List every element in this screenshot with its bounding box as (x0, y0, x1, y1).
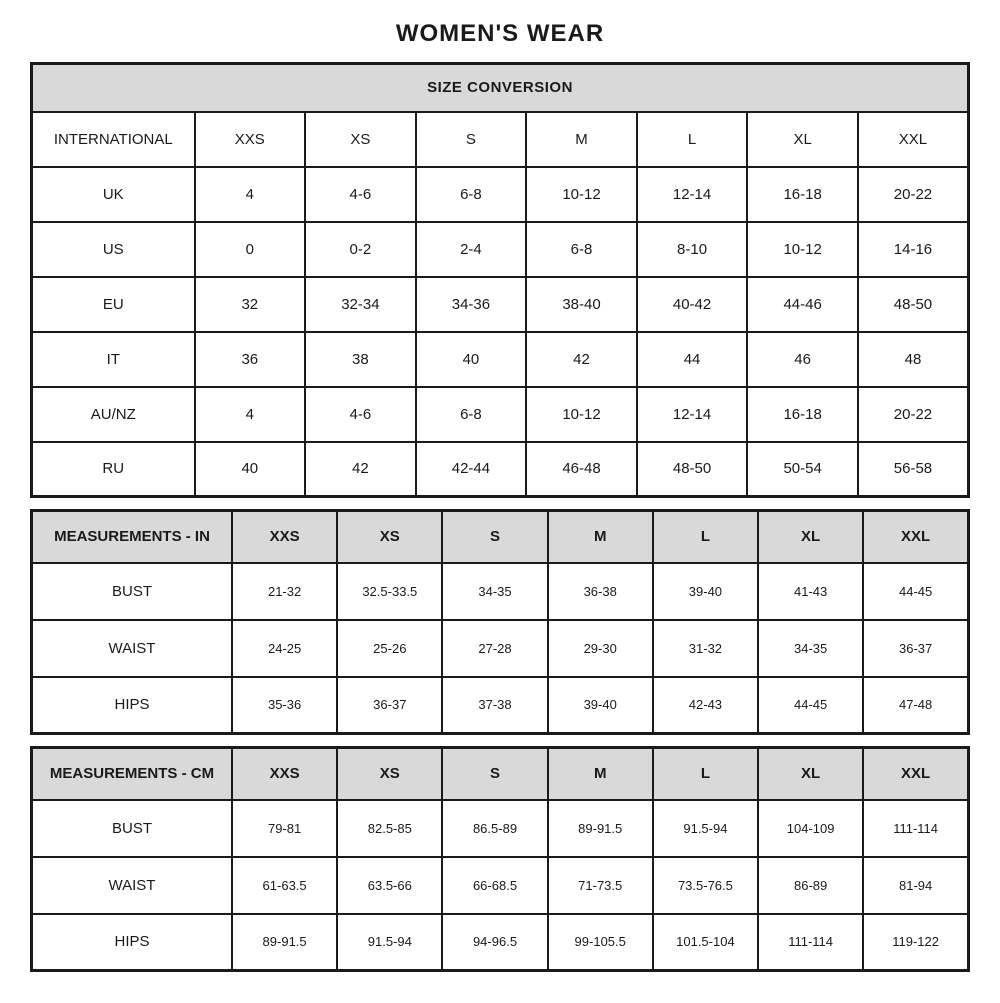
row-label-header: MEASUREMENTS - IN (32, 511, 233, 563)
row-label-header: INTERNATIONAL (32, 112, 195, 167)
value-cell: 12-14 (637, 387, 748, 442)
row-label: IT (32, 332, 195, 387)
table-header-row (32, 748, 969, 800)
row-label: BUST (32, 563, 233, 620)
value-cell: 40-42 (637, 277, 748, 332)
value-cell: 42-43 (653, 677, 758, 734)
size-column-header: XXL (858, 112, 969, 167)
value-cell: 34-36 (416, 277, 527, 332)
value-cell: 73.5-76.5 (653, 857, 758, 914)
size-column-header: L (653, 511, 758, 563)
value-cell: 20-22 (858, 167, 969, 222)
size-column-header: L (653, 748, 758, 800)
size-conversion-table (30, 62, 970, 498)
row-label: HIPS (32, 677, 233, 734)
value-cell: 29-30 (548, 620, 653, 677)
value-cell: 119-122 (863, 914, 968, 971)
value-cell: 0-2 (305, 222, 416, 277)
size-column-header: L (637, 112, 748, 167)
row-label: EU (32, 277, 195, 332)
value-cell: 10-12 (747, 222, 858, 277)
size-column-header: S (416, 112, 527, 167)
value-cell: 4 (195, 387, 306, 442)
value-cell: 71-73.5 (548, 857, 653, 914)
table-header-row (32, 511, 969, 563)
value-cell: 82.5-85 (337, 800, 442, 857)
value-cell: 91.5-94 (653, 800, 758, 857)
value-cell: 24-25 (232, 620, 337, 677)
table-row (32, 800, 969, 857)
row-label: RU (32, 442, 195, 497)
value-cell: 32-34 (305, 277, 416, 332)
value-cell: 48-50 (858, 277, 969, 332)
value-cell: 111-114 (758, 914, 863, 971)
value-cell: 31-32 (653, 620, 758, 677)
table-title-row (32, 64, 969, 112)
value-cell: 32 (195, 277, 306, 332)
size-column-header: XS (305, 112, 416, 167)
value-cell: 36-37 (337, 677, 442, 734)
value-cell: 4-6 (305, 387, 416, 442)
value-cell: 10-12 (526, 167, 637, 222)
value-cell: 12-14 (637, 167, 748, 222)
row-label: US (32, 222, 195, 277)
value-cell: 99-105.5 (548, 914, 653, 971)
value-cell: 4-6 (305, 167, 416, 222)
value-cell: 66-68.5 (442, 857, 547, 914)
value-cell: 56-58 (858, 442, 969, 497)
value-cell: 81-94 (863, 857, 968, 914)
value-cell: 101.5-104 (653, 914, 758, 971)
value-cell: 104-109 (758, 800, 863, 857)
value-cell: 111-114 (863, 800, 968, 857)
size-column-header: M (526, 112, 637, 167)
value-cell: 20-22 (858, 387, 969, 442)
row-label: BUST (32, 800, 233, 857)
value-cell: 14-16 (858, 222, 969, 277)
table-row (32, 387, 969, 442)
value-cell: 44-45 (863, 563, 968, 620)
measurements-in-table (30, 509, 970, 735)
size-column-header: XXS (232, 748, 337, 800)
size-column-header: XXS (232, 511, 337, 563)
row-label: AU/NZ (32, 387, 195, 442)
value-cell: 40 (416, 332, 527, 387)
value-cell: 48-50 (637, 442, 748, 497)
value-cell: 42 (305, 442, 416, 497)
value-cell: 48 (858, 332, 969, 387)
value-cell: 42-44 (416, 442, 527, 497)
table-header-row (32, 112, 969, 167)
value-cell: 6-8 (526, 222, 637, 277)
value-cell: 39-40 (548, 677, 653, 734)
size-column-header: XXL (863, 748, 968, 800)
table-row (32, 620, 969, 677)
table-row (32, 332, 969, 387)
table-row (32, 277, 969, 332)
size-column-header: XXL (863, 511, 968, 563)
value-cell: 44 (637, 332, 748, 387)
size-column-header: XXS (195, 112, 306, 167)
value-cell: 27-28 (442, 620, 547, 677)
value-cell: 89-91.5 (232, 914, 337, 971)
value-cell: 44-45 (758, 677, 863, 734)
value-cell: 8-10 (637, 222, 748, 277)
value-cell: 38 (305, 332, 416, 387)
value-cell: 10-12 (526, 387, 637, 442)
table-row (32, 563, 969, 620)
value-cell: 16-18 (747, 387, 858, 442)
value-cell: 50-54 (747, 442, 858, 497)
table-row (32, 914, 969, 971)
value-cell: 44-46 (747, 277, 858, 332)
value-cell: 39-40 (653, 563, 758, 620)
size-column-header: S (442, 748, 547, 800)
value-cell: 91.5-94 (337, 914, 442, 971)
size-column-header: M (548, 748, 653, 800)
value-cell: 35-36 (232, 677, 337, 734)
row-label: WAIST (32, 857, 233, 914)
value-cell: 36-37 (863, 620, 968, 677)
measurements-cm-table (30, 746, 970, 972)
table-row (32, 167, 969, 222)
size-column-header: M (548, 511, 653, 563)
value-cell: 32.5-33.5 (337, 563, 442, 620)
size-column-header: XS (337, 511, 442, 563)
page-title: WOMEN'S WEAR (395, 20, 605, 47)
value-cell: 86.5-89 (442, 800, 547, 857)
value-cell: 79-81 (232, 800, 337, 857)
table-row (32, 857, 969, 914)
value-cell: 94-96.5 (442, 914, 547, 971)
row-label: UK (32, 167, 195, 222)
value-cell: 40 (195, 442, 306, 497)
size-column-header: XL (758, 511, 863, 563)
value-cell: 46-48 (526, 442, 637, 497)
size-column-header: S (442, 511, 547, 563)
value-cell: 38-40 (526, 277, 637, 332)
value-cell: 34-35 (442, 563, 547, 620)
value-cell: 37-38 (442, 677, 547, 734)
row-label: WAIST (32, 620, 233, 677)
value-cell: 46 (747, 332, 858, 387)
value-cell: 89-91.5 (548, 800, 653, 857)
table-row (32, 677, 969, 734)
value-cell: 21-32 (232, 563, 337, 620)
value-cell: 36-38 (548, 563, 653, 620)
value-cell: 36 (195, 332, 306, 387)
value-cell: 41-43 (758, 563, 863, 620)
table-row (32, 222, 969, 277)
value-cell: 86-89 (758, 857, 863, 914)
size-column-header: XS (337, 748, 442, 800)
value-cell: 6-8 (416, 167, 527, 222)
value-cell: 61-63.5 (232, 857, 337, 914)
value-cell: 47-48 (863, 677, 968, 734)
value-cell: 25-26 (337, 620, 442, 677)
size-column-header: XL (747, 112, 858, 167)
value-cell: 34-35 (758, 620, 863, 677)
value-cell: 2-4 (416, 222, 527, 277)
value-cell: 4 (195, 167, 306, 222)
size-column-header: XL (758, 748, 863, 800)
value-cell: 0 (195, 222, 306, 277)
row-label: HIPS (32, 914, 233, 971)
row-label-header: MEASUREMENTS - CM (32, 748, 233, 800)
table-title: SIZE CONVERSION (32, 64, 969, 112)
table-row (32, 442, 969, 497)
value-cell: 6-8 (416, 387, 527, 442)
value-cell: 42 (526, 332, 637, 387)
value-cell: 63.5-66 (337, 857, 442, 914)
value-cell: 16-18 (747, 167, 858, 222)
